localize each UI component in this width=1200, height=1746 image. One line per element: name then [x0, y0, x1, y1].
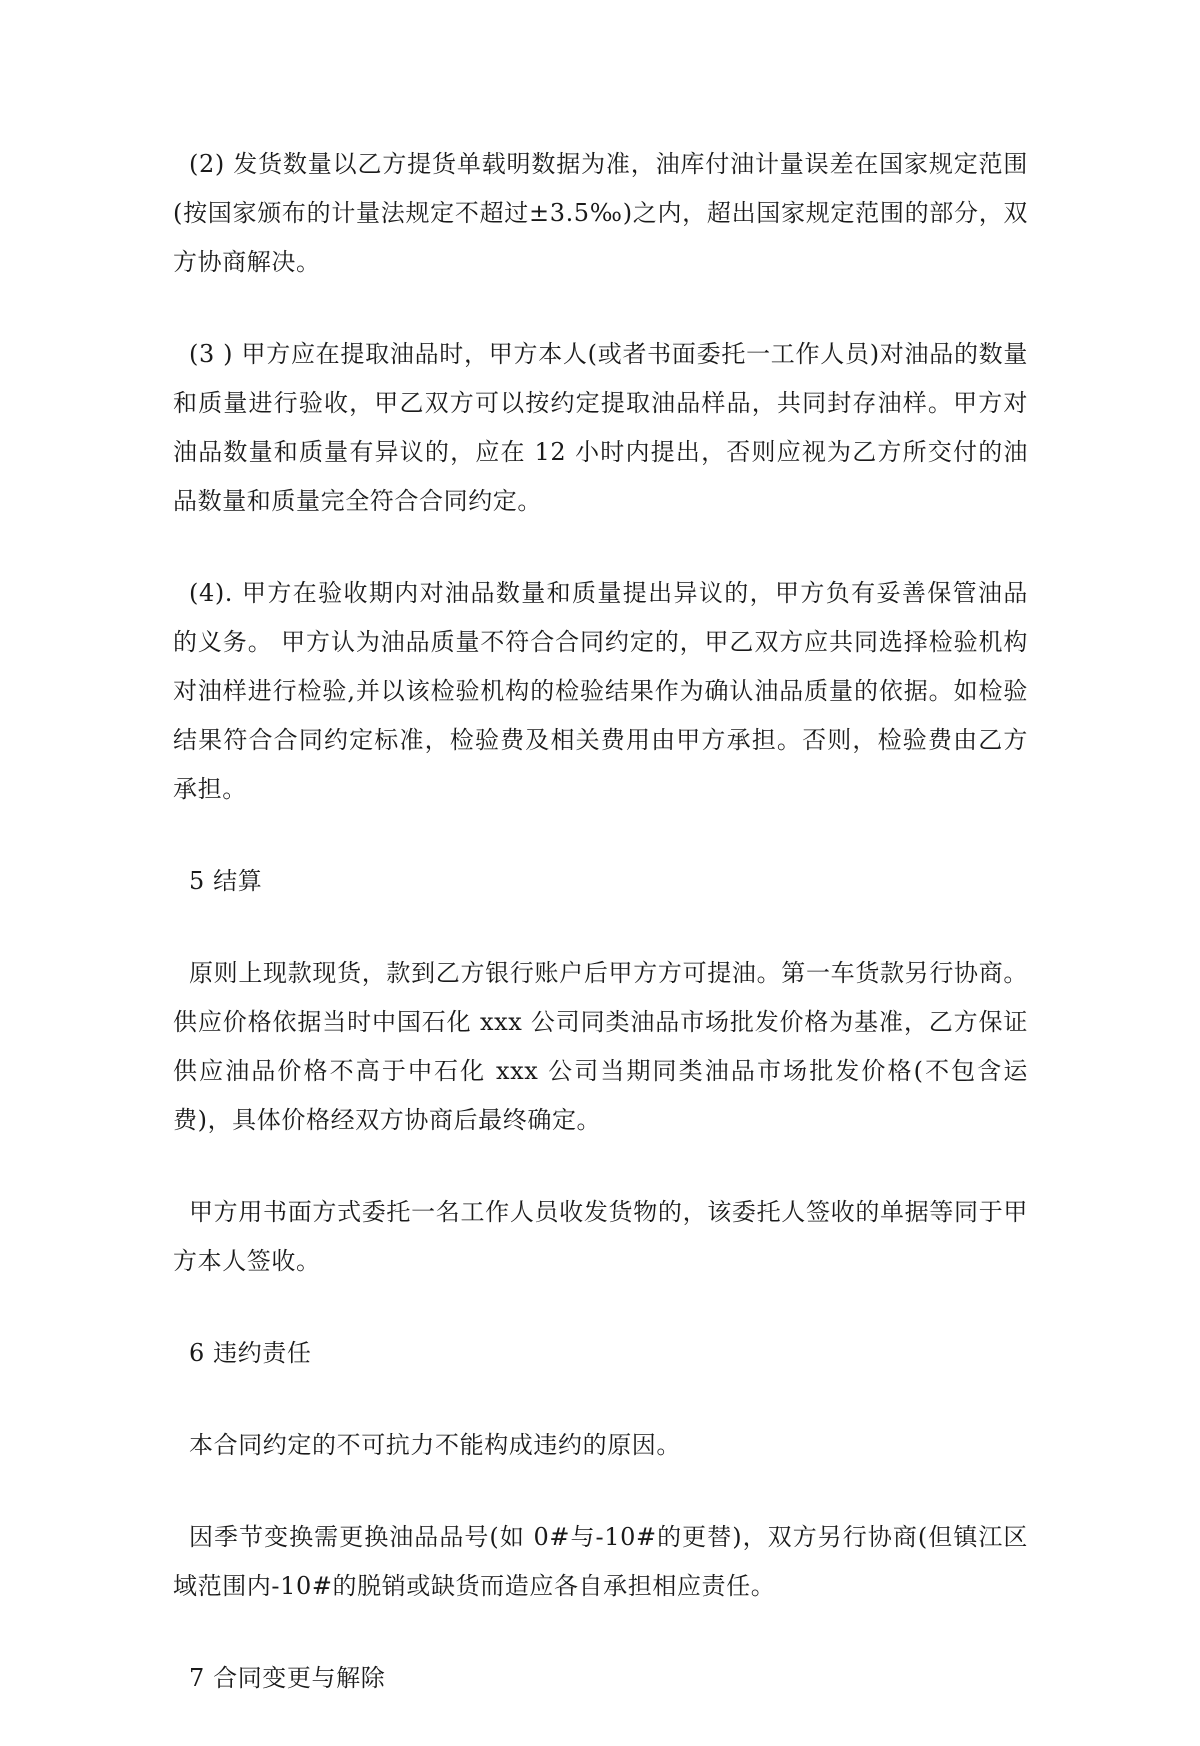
- settlement-paragraph-1: 原则上现款现货，款到乙方银行账户后甲方方可提油。第一车货款另行协商。 供应价格依据当时中国石化 xxx 公司同类油品市场批发价格为基准，乙方保证供应油品价格不高于中石化 xxx 公司当期同类油品市场批发价格(不包含运费)，具体价格经双方协商后最终确定。: [173, 959, 1028, 1134]
- section-6-heading: 6 违约责任: [189, 1339, 312, 1367]
- clause-3-paragraph: (3 ) 甲方应在提取油品时，甲方本人(或者书面委托一工作人员)对油品的数量和质量进行验收，甲乙双方可以按约定提取油品样品，共同封存油样。甲方对油品数量和质量有异议的，应在 12 小时内提出，否则应视为乙方所交付的油品数量和质量完全符合合同约定。: [173, 340, 1028, 515]
- document-body: [173, 140, 1028, 1746]
- clause-4-paragraph: (4). 甲方在验收期内对油品数量和质量提出异议的，甲方负有妥善保管油品的义务。 甲方认为油品质量不符合合同约定的，甲乙双方应共同选择检验机构对油样进行检验,并以该检验机构的检验结果作为确认油品质量的依据。如检验结果符合合同约定标准，检验费及相关费用由甲方承担。否则，检验费由乙方承担。: [173, 579, 1028, 803]
- liability-paragraph-2: 因季节变换需更换油品品号(如 0#与-10#的更替)，双方另行协商(但镇江区域范围内-10#的脱销或缺货而造应各自承担相应责任。: [173, 1523, 1028, 1600]
- liability-paragraph-1: 本合同约定的不可抗力不能构成违约的原因。: [189, 1431, 681, 1459]
- clause-2-paragraph: (2) 发货数量以乙方提货单载明数据为准，油库付油计量误差在国家规定范围(按国家颁布的计量法规定不超过±3.5‰)之内，超出国家规定范围的部分，双方协商解决。: [173, 150, 1028, 276]
- section-7-heading: 7 合同变更与解除: [189, 1664, 386, 1692]
- section-5-heading: 5 结算: [189, 867, 263, 895]
- settlement-paragraph-2: 甲方用书面方式委托一名工作人员收发货物的，该委托人签收的单据等同于甲方本人签收。: [173, 1198, 1028, 1275]
